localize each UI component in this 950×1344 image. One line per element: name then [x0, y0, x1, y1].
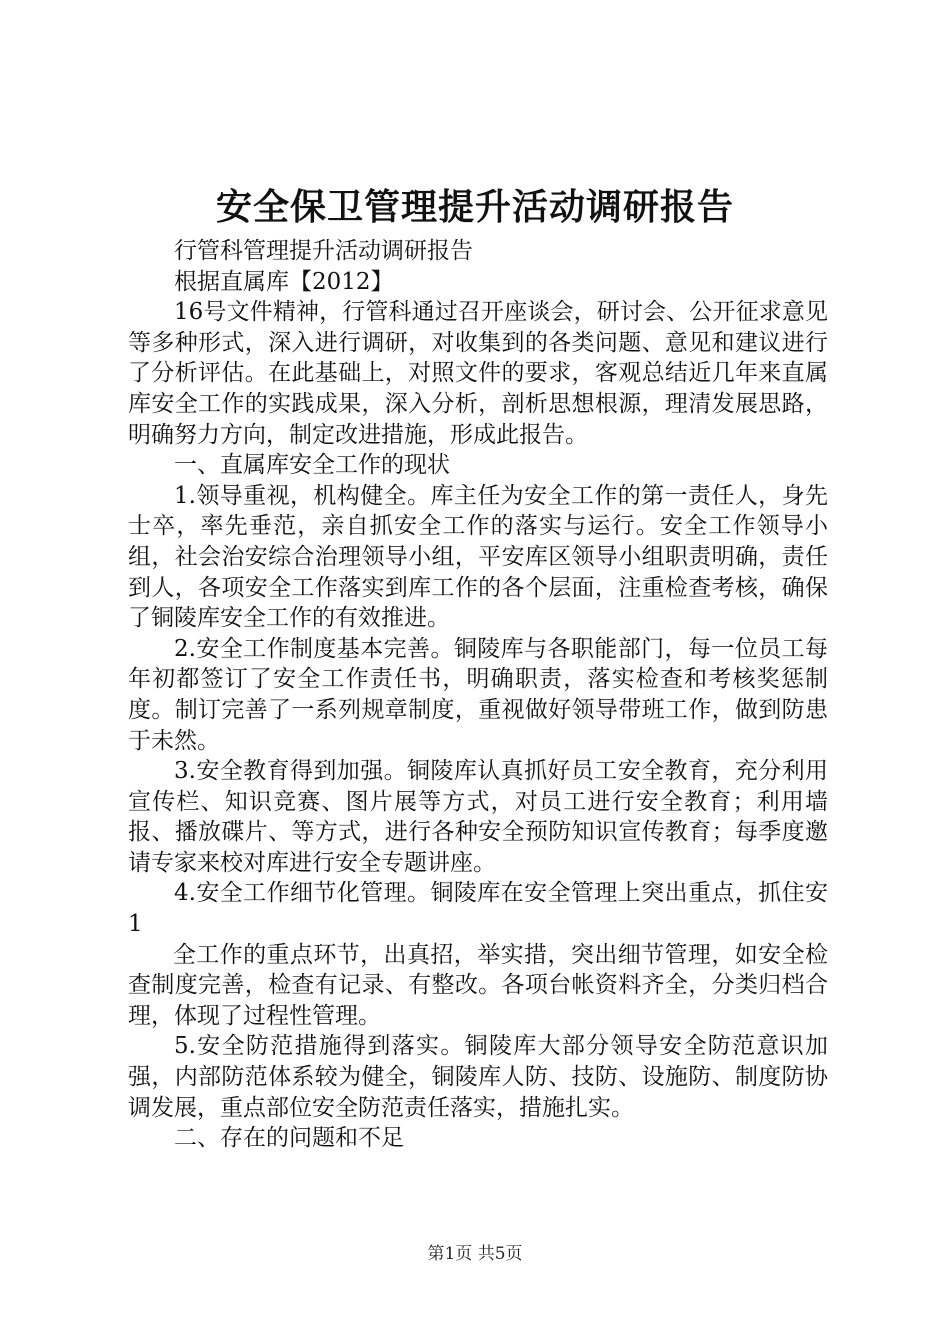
paragraph: 16号文件精神，行管科通过召开座谈会，研讨会、公开征求意见等多种形式，深入进行调研，对收集到的各类问题、意见和建议进行了分析评估。在此基础上，对照文件的要求，客观总结近几年来直属库安全工作的实践成果，深入分析，剖析思想根源，理清发展思路，明确努力方向，制定改进措施，形成此报告。 [128, 299, 828, 448]
section-heading: 一、直属库安全工作的现状 [174, 452, 450, 479]
document-title: 安全保卫管理提升活动调研报告 [215, 186, 734, 228]
paragraph: 4.安全工作细节化管理。铜陵库在安全管理上突出重点，抓住安1 [128, 880, 828, 938]
document-body [128, 236, 828, 1154]
paragraph: 全工作的重点环节，出真招，举实措，突出细节管理，如安全检查制度完善，检查有记录、有整改。各项台帐资料齐全，分类归档合理，体现了过程性管理。 [128, 941, 828, 1029]
paragraph: 2.安全工作制度基本完善。铜陵库与各职能部门，每一位员工每年初都签订了安全工作责任书，明确职责，落实检查和考核奖惩制度。制订完善了一系列规章制度，重视做好领导带班工作，做到防患于未然。 [128, 635, 828, 754]
paragraph: 行管科管理提升活动调研报告 [174, 238, 473, 264]
paragraph: 根据直属库【2012】 [174, 268, 394, 295]
paragraph: 3.安全教育得到加强。铜陵库认真抓好员工安全教育，充分利用宣传栏、知识竞赛、图片展等方式，对员工进行安全教育；利用墙报、播放碟片、等方式，进行各种安全预防知识宣传教育；每季度邀请专家来校对库进行安全专题讲座。 [128, 758, 828, 876]
section-heading: 二、存在的问题和不足 [174, 1125, 404, 1152]
paragraph: 5.安全防范措施得到落实。铜陵库大部分领导安全防范意识加强，内部防范体系较为健全，铜陵库人防、技防、设施防、制度防协调发展，重点部位安全防范责任落实，措施扎实。 [128, 1033, 828, 1121]
page-footer: 第1页 共5页 [427, 1244, 523, 1264]
paragraph: 1.领导重视，机构健全。库主任为安全工作的第一责任人，身先士卒，率先垂范，亲自抓安全工作的落实与运行。安全工作领导小组，社会治安综合治理领导小组，平安库区领导小组职责明确，责任到人，各项安全工作落实到库工作的各个层面，注重检查考核，确保了铜陵库安全工作的有效推进。 [128, 482, 828, 632]
